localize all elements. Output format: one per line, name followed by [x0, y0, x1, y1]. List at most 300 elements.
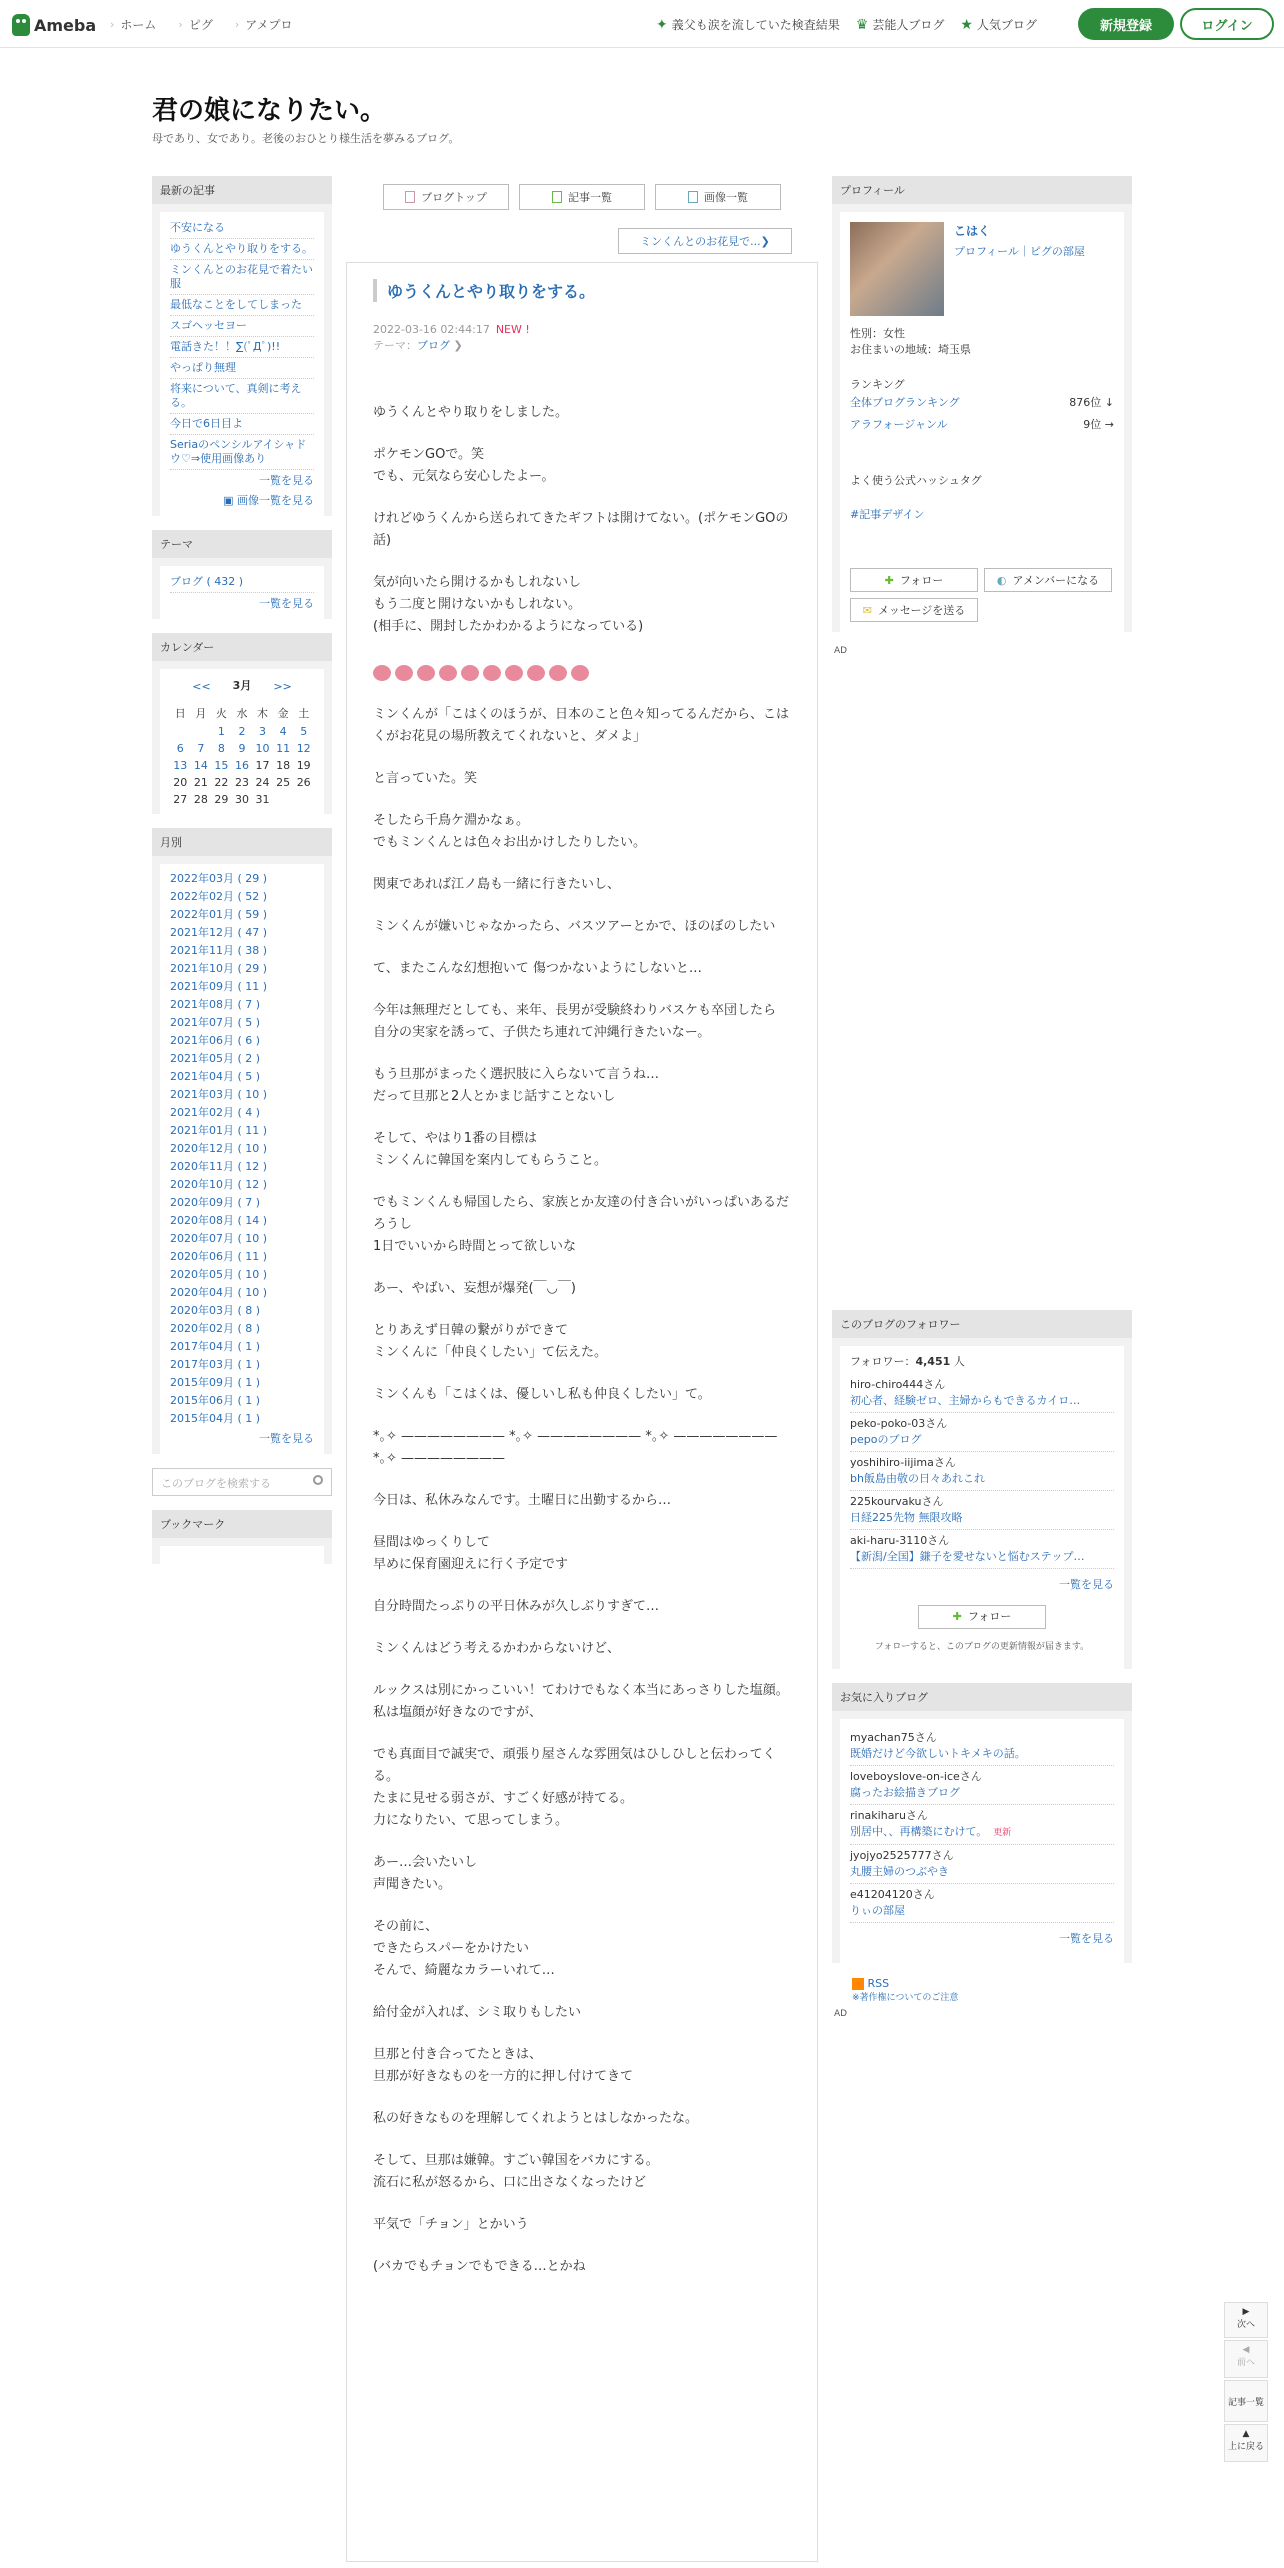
search-placeholder: このブログを検索する [161, 1477, 271, 1490]
next-post-button[interactable] [618, 228, 792, 254]
article-paragraph-text: そして、旦那は嫌韓。すごい韓国をバカにする。 流石に私が怒るから、口に出さなくなったけど [373, 2153, 659, 2190]
blog-title[interactable]: 君の娘になりたい。 [152, 96, 387, 126]
article-title[interactable]: ゆうくんとやり取りをする。 [373, 279, 791, 302]
article-paragraph-text: もう旦那がまったく選択肢に入らないて言うね… だって旦那と2人とかまじ話すことないし [373, 1067, 660, 1104]
calendar-day: 17 [255, 759, 270, 772]
prev-float-button[interactable] [1224, 2340, 1268, 2378]
nav-amepro-label: アメプロ [245, 18, 293, 32]
article-paragraph [373, 1596, 791, 1618]
article-paragraph-text: ミンくんが嫌いじゃなかったら、バスツアーとかで、ほのぼのしたい [373, 919, 776, 934]
document-icon [552, 191, 562, 203]
article-meta [373, 322, 791, 354]
profile-area: お住まいの地域：埼玉県 [850, 343, 971, 356]
follower-count: 4,451 [915, 1355, 951, 1368]
article-paragraph [373, 2214, 791, 2236]
favorite-user: jyojyo2525777さん [850, 1849, 954, 1862]
latest-post-link[interactable]: 将来について、真剣に考える。 [170, 379, 314, 414]
archive-month-link[interactable]: 2021年07月 ( 5 ) [170, 1016, 261, 1029]
rss-link[interactable] [852, 1977, 1132, 1990]
play-icon: ▶ [1242, 2307, 1250, 2317]
bookmark-box [152, 1510, 332, 1564]
calendar-day [170, 723, 191, 740]
calendar-day: 26 [296, 776, 311, 789]
bookmark-heading: ブックマーク [152, 1510, 332, 1538]
favorite-item[interactable] [850, 1845, 1114, 1884]
left-sidebar [152, 176, 332, 1578]
favorite-item[interactable] [850, 1805, 1114, 1845]
latest-posts-box [152, 176, 332, 516]
main-content [346, 176, 818, 2562]
archive-month-link[interactable]: 2017年04月 ( 1 ) [170, 1340, 261, 1353]
article [346, 262, 818, 2562]
calendar-day: 19 [296, 759, 311, 772]
tab-blog-top-label: ブログトップ [421, 191, 487, 204]
latest-post-link[interactable]: ミンくんとのお花見で着たい服 [170, 260, 314, 295]
follower-item[interactable] [850, 1374, 1114, 1413]
latest-post-link[interactable]: 今日で6日目よ [170, 414, 314, 435]
article-paragraph-text: 今日は、私休みなんです。土曜日に出勤するから… [373, 1493, 671, 1508]
archive-month-link[interactable]: 2021年02月 ( 4 ) [170, 1106, 261, 1119]
tab-image-list[interactable] [655, 184, 781, 210]
calendar-day [273, 791, 294, 808]
header-link-popular-label: 人気ブログ [976, 18, 1037, 32]
header-links [656, 16, 1037, 33]
article-paragraph-text: ミンくんも「こはくは、優しいし私も仲良くしたい」て。 [373, 1387, 711, 1402]
article-paragraph-text: でも真面目で誠実で、頑張り屋さんな雰囲気はひしひしと伝わってくる。 たまに見せる弱さが、すごく好感が持てる。 力になりたい、て思ってしまう。 [373, 1747, 776, 1828]
archive-month-link[interactable]: 2020年11月 ( 12 ) [170, 1160, 268, 1173]
follower-blog[interactable]: bh飯島由敬の日々あれこれ [850, 1472, 985, 1485]
latest-posts-heading: 最新の記事 [152, 176, 332, 204]
crown-icon: ♛ [855, 16, 869, 33]
archive-month-link[interactable]: 2021年01月 ( 11 ) [170, 1124, 268, 1137]
archive-month-link[interactable]: 2020年02月 ( 8 ) [170, 1322, 261, 1335]
article-paragraph [373, 1064, 791, 1108]
signup-button[interactable]: 新規登録 [1078, 8, 1174, 40]
calendar-heading: カレンダー [152, 633, 332, 661]
prev-float-label: 前へ [1236, 2358, 1255, 2368]
article-paragraph [373, 1490, 791, 1512]
archive-box [152, 828, 332, 1454]
amember-button[interactable] [984, 568, 1112, 592]
favorite-blog[interactable]: 既婚だけど今欲しいトキメキの話。 [850, 1747, 1026, 1760]
plus-icon: ✚ [952, 1610, 962, 1623]
follow-label: フォロー [967, 1610, 1012, 1623]
archive-more-link[interactable]: 一覧を見る [259, 1432, 314, 1445]
nav-pigg-label: ピグ [188, 18, 213, 32]
rss-label: RSS [867, 1977, 890, 1990]
theme-link[interactable]: ブログ ( 432 ) [170, 572, 314, 593]
calendar-day[interactable]: 15 [214, 759, 229, 772]
archive-month-link[interactable]: 2020年04月 ( 10 ) [170, 1286, 268, 1299]
calendar-day: 20 [173, 776, 188, 789]
follower-count-unit: 人 [950, 1355, 965, 1368]
follower-item[interactable] [850, 1452, 1114, 1491]
favorite-blog[interactable]: 腐ったお絵描きブログ [850, 1786, 960, 1799]
calendar-day[interactable]: 10 [255, 742, 270, 755]
archive-heading: 月別 [152, 828, 332, 856]
top-bar [0, 0, 1284, 48]
star-icon: ★ [960, 16, 973, 33]
profile-name[interactable]: こはく [954, 224, 991, 238]
calendar-day[interactable]: 16 [234, 759, 249, 772]
followers-heading: このブログのフォロワー [832, 1310, 1132, 1338]
ad-space [832, 670, 1132, 1310]
follower-user: 225kourvakuさん [850, 1495, 944, 1508]
header-link-news-label: 義父も涙を流していた検査結果 [671, 18, 840, 32]
archive-month-link[interactable]: 2015年09月 ( 1 ) [170, 1376, 261, 1389]
follow-note: フォローすると、このブログの更新情報が届きます。 [874, 1642, 1090, 1652]
weekday-label: 火 [215, 707, 227, 720]
tab-post-list-label: 記事一覧 [568, 191, 612, 204]
article-paragraph-text: と言っていた。笑 [373, 771, 478, 786]
latest-post-link[interactable]: Seriaのペンシルアイシャドウ♡⇒使用画像あり [170, 435, 314, 470]
article-paragraph [373, 2044, 791, 2088]
latest-post-link[interactable]: ゆうくんとやり取りをする。 [170, 239, 314, 260]
calendar-day[interactable]: 13 [173, 759, 188, 772]
follower-user: yoshihiro-iijimaさん [850, 1456, 956, 1469]
article-paragraph-text: ミンくんはどう考えるかわからないけど、 [373, 1641, 621, 1656]
flower-emoji-icon [395, 665, 413, 681]
camera-icon [688, 191, 698, 203]
article-paragraph [373, 1744, 791, 1832]
latest-more-link[interactable]: 一覧を見る [259, 474, 314, 487]
calendar-day[interactable]: 5 [300, 725, 308, 738]
archive-month-link[interactable]: 2021年09月 ( 11 ) [170, 980, 268, 993]
flower-emoji-icon [439, 665, 457, 681]
follower-blog[interactable]: 日経225先物 無限攻略 [850, 1511, 963, 1524]
theme-heading: テーマ [152, 530, 332, 558]
favorite-item[interactable] [850, 1766, 1114, 1805]
follow-button[interactable] [918, 1605, 1046, 1629]
archive-month-link[interactable]: 2020年08月 ( 14 ) [170, 1214, 268, 1227]
next-float-button[interactable] [1224, 2302, 1268, 2338]
follower-count-label: フォロワー： [850, 1355, 916, 1368]
favorites-more-link[interactable]: 一覧を見る [1059, 1932, 1114, 1945]
top-float-button[interactable] [1224, 2424, 1268, 2462]
message-label: メッセージを送る [877, 604, 966, 617]
nav-pigg[interactable] [178, 16, 212, 33]
calendar-day[interactable]: 2 [238, 725, 246, 738]
calendar-day[interactable]: 4 [279, 725, 287, 738]
archive-month-link[interactable]: 2015年06月 ( 1 ) [170, 1394, 261, 1407]
calendar-day[interactable]: 7 [197, 742, 205, 755]
calendar-day[interactable]: 8 [217, 742, 225, 755]
calendar-day[interactable]: 14 [193, 759, 208, 772]
weekday-label: 日 [174, 707, 186, 720]
archive-month-link[interactable]: 2020年10月 ( 12 ) [170, 1178, 268, 1191]
archive-month-link[interactable]: 2020年06月 ( 11 ) [170, 1250, 268, 1263]
calendar-day: 31 [255, 793, 270, 806]
flower-emoji-icon [549, 665, 567, 681]
profile-follow-button[interactable] [850, 568, 978, 592]
weekday-label: 金 [277, 707, 289, 720]
new-badge: NEW ! [495, 323, 530, 336]
theme-more-link[interactable]: 一覧を見る [259, 597, 314, 610]
separator-icon: › [178, 18, 183, 31]
envelope-icon: ✉ [862, 603, 872, 617]
ameba-logo[interactable] [12, 12, 96, 38]
logo-text: Ameba [34, 15, 97, 35]
article-paragraph-text: 今年は無理だとしても、来年、長男が受験終わりバスケも卒団したら 自分の実家を誘って、子供たち連れて沖縄行きたいなー。 [373, 1003, 777, 1040]
favorite-user: myachan75さん [850, 1731, 937, 1744]
image-list-link[interactable] [170, 490, 314, 510]
calendar-day: 28 [193, 793, 208, 806]
archive-month-link[interactable]: 2020年12月 ( 10 ) [170, 1142, 268, 1155]
favorite-blog[interactable]: りぃの部屋 [850, 1904, 905, 1917]
follower-item[interactable] [850, 1413, 1114, 1452]
archive-month-link[interactable]: 2021年10月 ( 29 ) [170, 962, 268, 975]
article-body [373, 402, 791, 2278]
latest-post-link[interactable]: 電話きた！！∑(ﾟДﾟ)!! [170, 337, 314, 358]
article-paragraph [373, 1916, 791, 1982]
latest-post-link[interactable]: 最低なことをしてしまった [170, 295, 314, 316]
article-paragraph [373, 874, 791, 896]
nav-home-label: ホーム [120, 18, 157, 32]
genre-rank: 9位 → [1083, 418, 1114, 431]
image-icon: ▣ [223, 494, 237, 507]
article-paragraph [373, 1532, 791, 1576]
article-paragraph-text: そしたら千鳥ケ淵かなぁ。 でもミンくんとは色々お出かけしたりしたい。 [373, 813, 647, 850]
archive-month-link[interactable]: 2021年12月 ( 47 ) [170, 926, 268, 939]
article-paragraph [373, 916, 791, 938]
favorite-blog[interactable]: 別居中、、再構築にむけて。 [850, 1825, 988, 1838]
favorite-item[interactable] [850, 1727, 1114, 1766]
calendar-day[interactable]: 12 [296, 742, 311, 755]
calendar-day[interactable]: 11 [276, 742, 291, 755]
article-paragraph [373, 1192, 791, 1258]
article-paragraph-text: 気が向いたら開けるかもしれないし もう二度と開けないかもしれない。 (相手に、開封したかわかるようになっている) [373, 575, 644, 634]
nav-amepro[interactable] [235, 16, 293, 33]
plus-icon: ✚ [884, 573, 894, 587]
calendar-day: 30 [234, 793, 249, 806]
calendar-day: 21 [193, 776, 208, 789]
flower-emoji-row [373, 662, 791, 684]
article-paragraph [373, 810, 791, 854]
favorite-blog[interactable]: 丸腰主婦のつぶやき [850, 1865, 949, 1878]
overall-ranking-link[interactable]: 全体ブログランキング [850, 396, 960, 409]
follower-user: aki-haru-3110さん [850, 1534, 950, 1547]
article-paragraph [373, 508, 791, 552]
calendar-table [170, 703, 314, 808]
article-paragraph-text: て、またこんな幻想抱いて 傷つかないようにしないと… [373, 961, 702, 976]
article-paragraph-text: ルックスは別にかっこいい！てわけでもなく本当にあっさりした塩顔。 私は塩顔が好きなのですが、 [373, 1683, 789, 1720]
calendar-day [293, 791, 314, 808]
header-link-celebrity[interactable] [856, 16, 945, 33]
article-paragraph-text: あー、やばい、妄想が爆発(￣◡￣) [373, 1281, 576, 1296]
message-button[interactable] [850, 598, 978, 622]
hashtag-heading: よく使う公式ハッシュタグ [850, 474, 982, 487]
article-paragraph-text: ポケモンGOで。笑 でも、元気なら安心したよー。 [373, 447, 555, 484]
genre-ranking-link[interactable]: アラフォージャンル [850, 418, 948, 431]
calendar-day: 25 [276, 776, 291, 789]
next-float-label: 次へ [1236, 2320, 1255, 2330]
article-paragraph-text: 平気で「チョン」とかいう [373, 2217, 529, 2232]
favorite-user: rinakiharuさん [850, 1809, 928, 1822]
archive-month-link[interactable]: 2020年03月 ( 8 ) [170, 1304, 261, 1317]
article-paragraph-text: 私の好きなものを理解してくれようとはしなかったな。 [373, 2111, 699, 2126]
follower-item[interactable] [850, 1530, 1114, 1569]
blog-tabs [346, 184, 818, 210]
article-paragraph-text: ゆうくんとやり取りをしました。 [373, 405, 569, 420]
theme-box [152, 530, 332, 619]
archive-month-link[interactable]: 2021年03月 ( 10 ) [170, 1088, 268, 1101]
followers-more-link[interactable]: 一覧を見る [1059, 1578, 1114, 1591]
calendar-next[interactable]: >> [273, 680, 292, 693]
flower-emoji-icon [373, 665, 391, 681]
article-paragraph [373, 444, 791, 488]
favorite-user: e41204120さん [850, 1888, 935, 1901]
article-paragraph [373, 1278, 791, 1300]
up-icon: ▲ [1242, 2429, 1250, 2439]
archive-list [160, 864, 324, 1454]
archive-month-link[interactable]: 2022年01月 ( 59 ) [170, 908, 268, 921]
favorites-heading: お気に入りブログ [832, 1683, 1132, 1711]
image-list-label: 画像一覧を見る [237, 494, 314, 507]
profile-gender: 性別：女性 [850, 327, 905, 340]
article-paragraph [373, 1384, 791, 1406]
archive-month-link[interactable]: 2022年02月 ( 52 ) [170, 890, 268, 903]
calendar-day[interactable]: 3 [259, 725, 267, 738]
follower-user: hiro-chiro444さん [850, 1378, 946, 1391]
flower-emoji-icon [571, 665, 589, 681]
tab-image-list-label: 画像一覧 [704, 191, 748, 204]
follower-blog[interactable]: 【新潟/全国】鎌子を愛せないと悩むステップ… [850, 1550, 1085, 1563]
weekday-label: 水 [236, 707, 248, 720]
sparkle-icon: ✦ [656, 16, 668, 33]
favorite-user: loveboyslove-on-iceさん [850, 1770, 982, 1783]
archive-month-link[interactable]: 2021年08月 ( 7 ) [170, 998, 261, 1011]
article-paragraph [373, 1320, 791, 1364]
weekday-label: 木 [257, 707, 269, 720]
search-icon[interactable] [313, 1475, 323, 1485]
header-link-celebrity-label: 芸能人ブログ [872, 18, 945, 32]
article-paragraph [373, 402, 791, 424]
ad-label-2: AD [834, 2009, 848, 2019]
archive-month-link[interactable]: 2020年05月 ( 10 ) [170, 1268, 268, 1281]
back-icon: ◀ [1242, 2345, 1250, 2355]
latest-post-link[interactable]: スゴヘッセヨー [170, 316, 314, 337]
article-paragraph-text: とりあえず日韓の繋がりができて ミンくんに「仲良くしたい」て伝えた。 [373, 1323, 608, 1360]
calendar-box [152, 633, 332, 814]
article-paragraph-text: あー…会いたいし 声聞きたい。 [373, 1855, 478, 1892]
flower-emoji-icon [527, 665, 545, 681]
follower-item[interactable] [850, 1491, 1114, 1530]
article-paragraph [373, 1426, 791, 1470]
article-paragraph [373, 958, 791, 980]
ameba-logo-icon [12, 14, 30, 36]
calendar-day[interactable]: 6 [176, 742, 184, 755]
follow-label: フォロー [899, 574, 944, 587]
archive-month-link[interactable]: 2015年04月 ( 1 ) [170, 1412, 261, 1425]
latest-post-link[interactable]: 不安になる [170, 218, 314, 239]
article-paragraph-text: 昼間はゆっくりして 早めに保育園迎えに行く予定です [373, 1535, 569, 1572]
tab-post-list[interactable] [519, 184, 645, 210]
article-paragraph-text: その前に、 できたらスパーをかけたい そんで、綺麗なカラーいれて… [373, 1919, 555, 1978]
archive-month-link[interactable]: 2021年11月 ( 38 ) [170, 944, 268, 957]
follower-blog[interactable]: 初心者、経験ゼロ、主婦からもできるカイロ… [850, 1394, 1081, 1407]
profile-heading: プロフィール [832, 176, 1132, 204]
copyright-note-link[interactable]: ※著作権についてのご注意 [852, 1993, 959, 2003]
archive-month-link[interactable]: 2021年04月 ( 5 ) [170, 1070, 261, 1083]
archive-month-link[interactable]: 2021年05月 ( 2 ) [170, 1052, 261, 1065]
ad-label: AD [834, 646, 848, 656]
right-sidebar [832, 176, 1132, 2033]
list-float-button[interactable]: 記事一覧 [1224, 2380, 1268, 2422]
top-float-label: 上に戻る [1227, 2442, 1264, 2452]
ranking-heading: ランキング [850, 378, 905, 391]
article-paragraph-text: 自分時間たっぷりの平日休みが久しぶりすぎて… [373, 1599, 660, 1614]
weekday-label: 土 [298, 707, 310, 720]
article-paragraph [373, 1000, 791, 1044]
follower-user: peko-poko-03さん [850, 1417, 948, 1430]
profile-links[interactable]: プロフィール｜ピグの部屋 [954, 245, 1085, 258]
archive-month-link[interactable]: 2020年07月 ( 10 ) [170, 1232, 268, 1245]
weekday-label: 月 [195, 707, 207, 720]
calendar-month: 3月 [232, 679, 252, 692]
article-paragraph-text: けれどゆうくんから送られてきたギフトは開けてない。(ポケモンGOの話) [373, 511, 789, 548]
avatar[interactable] [850, 222, 944, 316]
global-nav [110, 16, 293, 33]
article-paragraph [373, 1680, 791, 1724]
archive-month-link[interactable]: 2017年03月 ( 1 ) [170, 1358, 261, 1371]
archive-month-link[interactable]: 2022年03月 ( 29 ) [170, 872, 268, 885]
latest-post-link[interactable]: やっぱり無理 [170, 358, 314, 379]
archive-month-link[interactable]: 2020年09月 ( 7 ) [170, 1196, 261, 1209]
archive-month-link[interactable]: 2021年06月 ( 6 ) [170, 1034, 261, 1047]
article-paragraph [373, 1852, 791, 1896]
article-paragraph [373, 2256, 791, 2278]
article-paragraph-text: 給付金が入れば、シミ取りもしたい [373, 2005, 582, 2020]
blog-search-input[interactable] [152, 1468, 332, 1496]
next-post-label: ミンくんとのお花見で... [640, 235, 761, 248]
amember-label: アメンバーになる [1012, 574, 1100, 587]
article-paragraph-text: ミンくんが「こはくのほうが、日本のこと色々知ってるんだから、こはくがお花見の場所教えてくれないと、ダメよ」 [373, 707, 790, 744]
theme-label: テーマ： [373, 339, 417, 352]
favorites-box [832, 1683, 1132, 1963]
article-theme-link[interactable]: ブログ [417, 339, 450, 352]
home-icon [405, 191, 415, 203]
rss-icon [852, 1978, 864, 1990]
hashtag-link[interactable]: #記事デザイン [850, 508, 925, 521]
article-paragraph-text: 関東であれば江ノ島も一緒に行きたいし、 [373, 877, 621, 892]
article-paragraph [373, 2150, 791, 2194]
calendar-day: 24 [255, 776, 270, 789]
update-badge: 更新 [993, 1828, 1012, 1838]
calendar-day[interactable]: 1 [217, 725, 225, 738]
follower-blog[interactable]: pepoのブログ [850, 1433, 922, 1446]
tab-blog-top[interactable] [383, 184, 509, 210]
calendar-day[interactable]: 9 [238, 742, 246, 755]
flower-emoji-icon [505, 665, 523, 681]
calendar-day: 22 [214, 776, 229, 789]
profile-box [832, 176, 1132, 632]
nav-home[interactable] [110, 16, 156, 33]
calendar-prev[interactable]: << [192, 680, 211, 693]
flower-emoji-icon [417, 665, 435, 681]
article-paragraph-text: でもミンくんも帰国したら、家族とか友達の付き合いがいっぱいあるだろうし 1日でいいから時間とって欲しいな [373, 1195, 790, 1254]
chevron-right-icon: ❯ [450, 339, 463, 352]
article-paragraph [373, 2002, 791, 2024]
header-link-popular[interactable] [960, 16, 1037, 33]
header-link-news[interactable] [656, 16, 840, 33]
blog-description: 母であり、女であり。老後のおひとり様生活を夢みるブログ。 [152, 132, 460, 145]
article-paragraph [373, 768, 791, 790]
article-paragraph [373, 1638, 791, 1660]
favorite-item[interactable] [850, 1884, 1114, 1923]
separator-icon: › [234, 18, 240, 31]
chevron-right-icon: ❯ [760, 234, 770, 248]
login-button[interactable]: ログイン [1180, 8, 1274, 40]
